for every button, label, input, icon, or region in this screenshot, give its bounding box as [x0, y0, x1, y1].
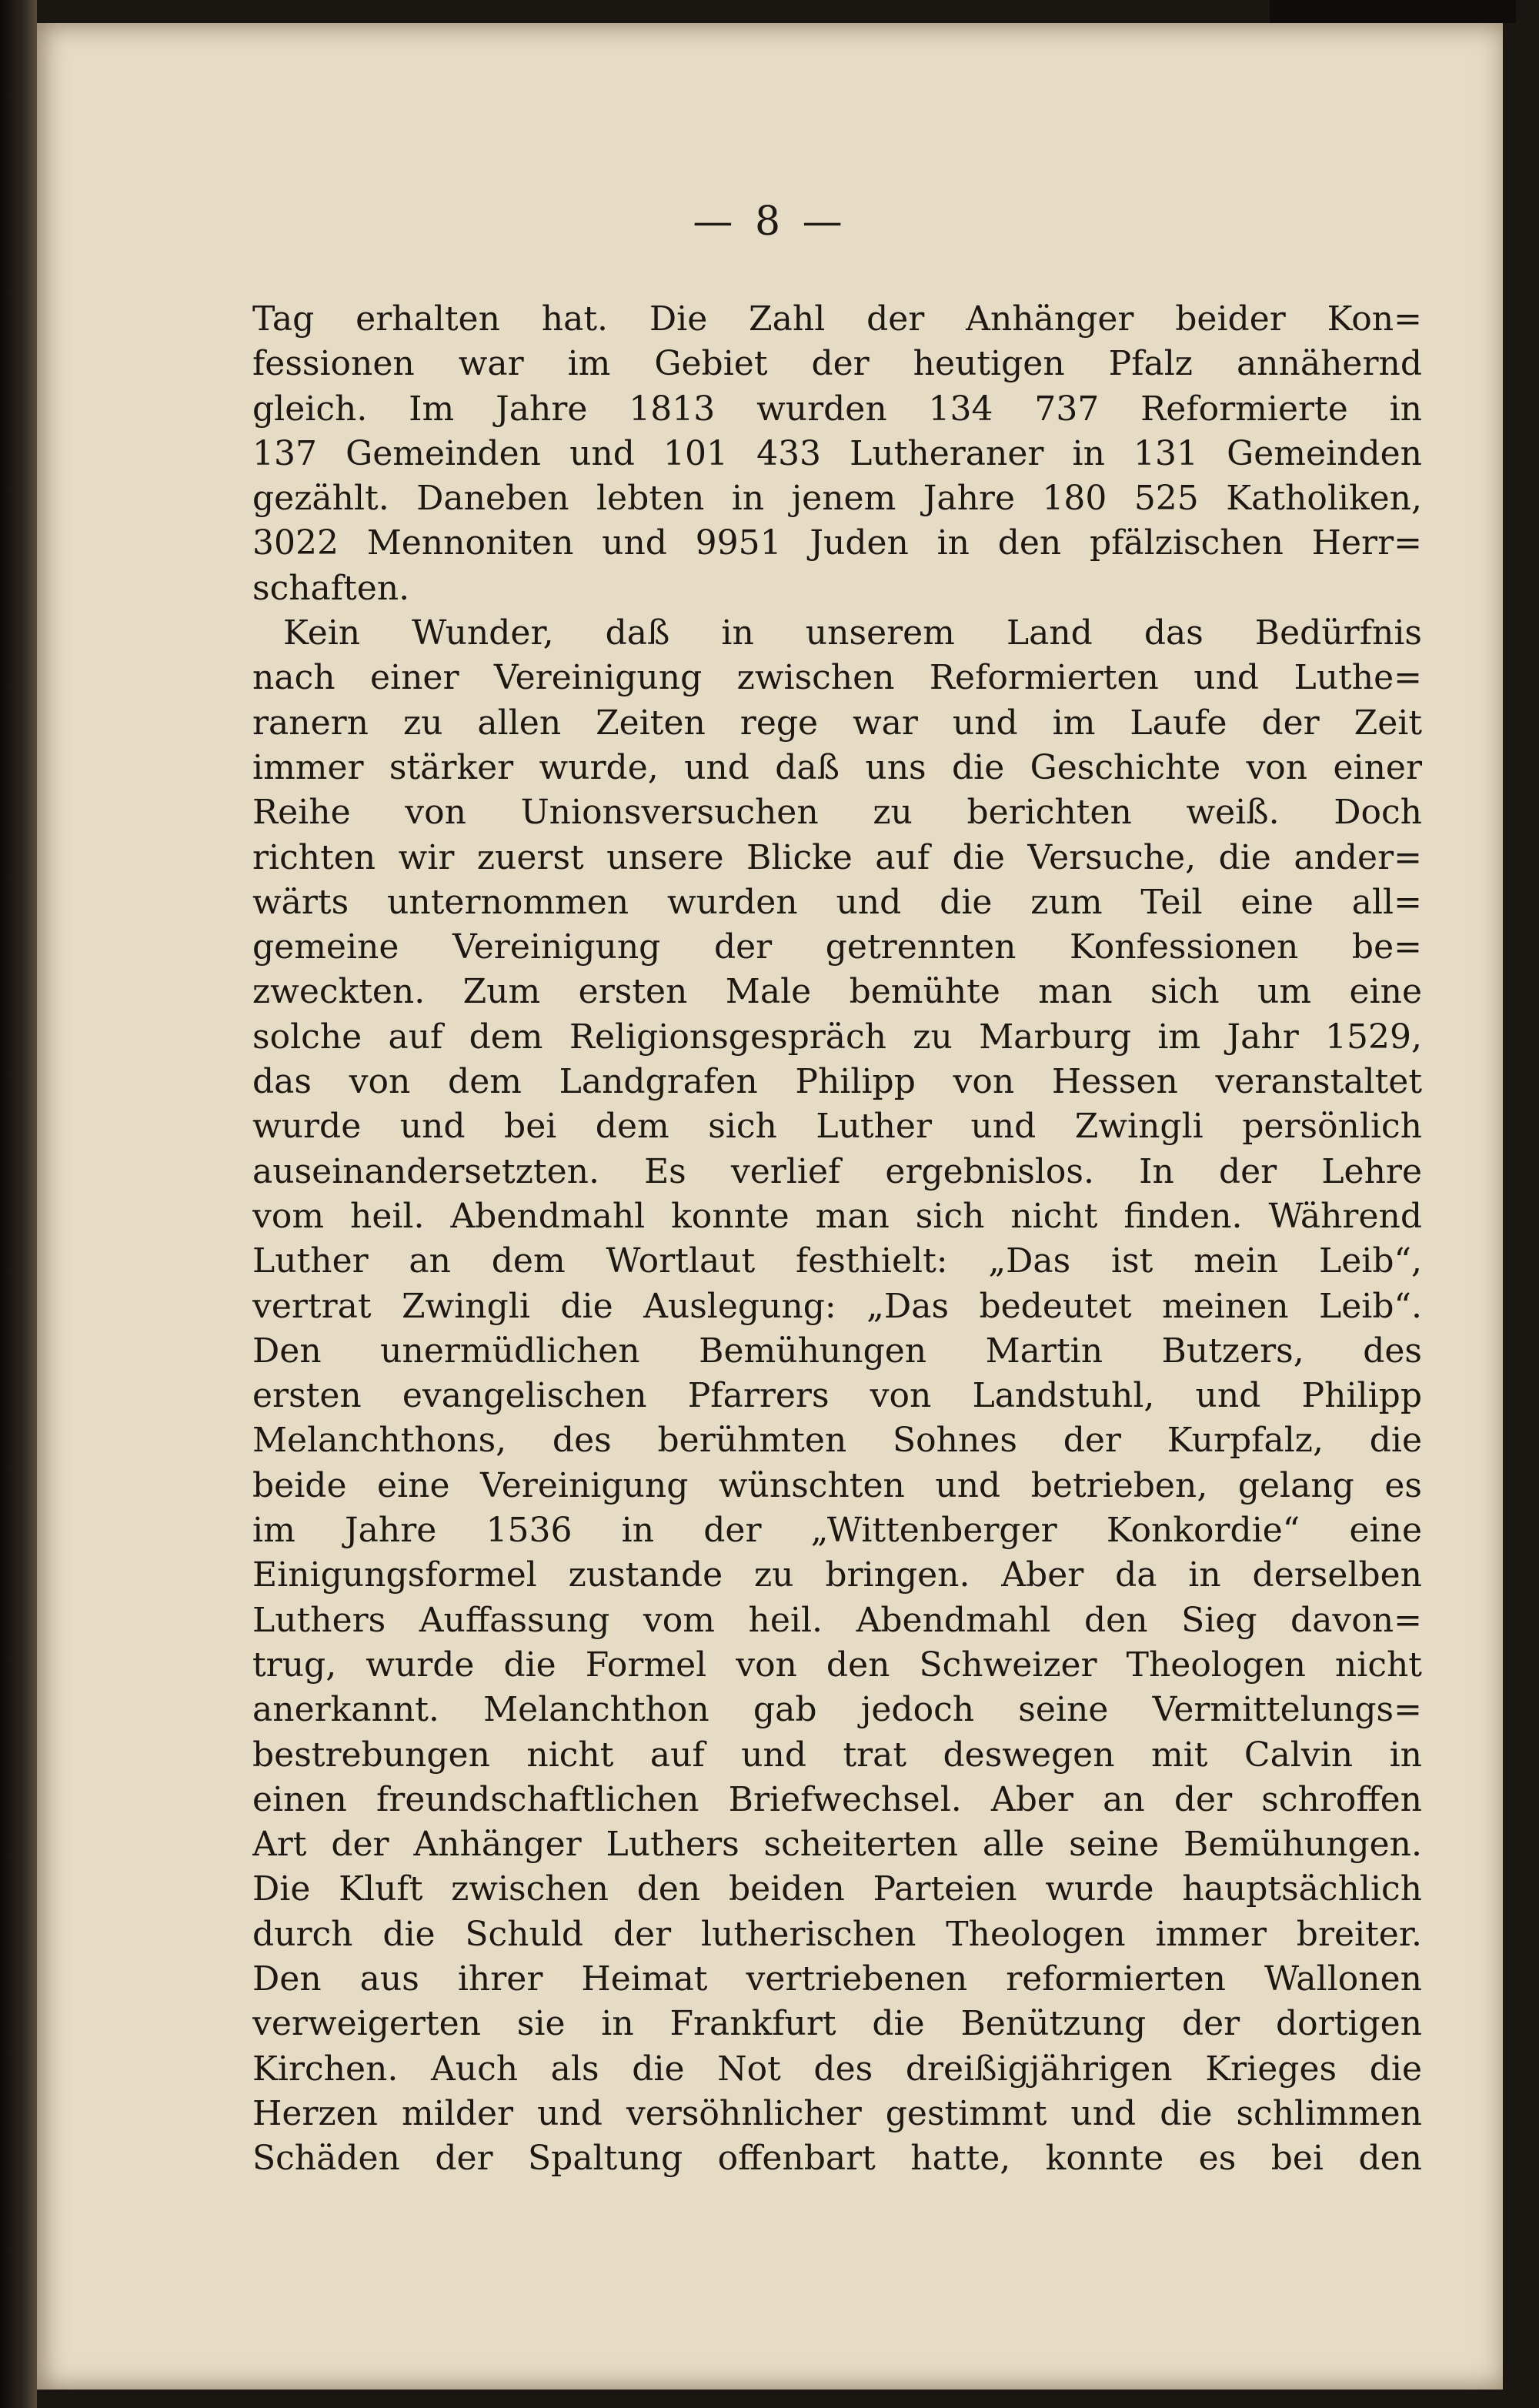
text-line: Schäden der Spaltung offenbart hatte, konnte es bei den: [252, 2139, 1422, 2179]
text-line: immer stärker wurde, und daß uns die Geschichte von einer: [252, 747, 1422, 787]
page-number: — 8 —: [693, 199, 847, 245]
text-line: wurde und bei dem sich Luther und Zwingli persönlich: [252, 1107, 1422, 1147]
text-line: auseinandersetzten. Es verlief ergebnislos. In der Lehre: [252, 1151, 1422, 1191]
text-line: solche auf dem Religionsgespräch zu Marburg im Jahr 1529,: [252, 1017, 1422, 1057]
text-line: Tag erhalten hat. Die Zahl der Anhänger beider Kon=: [252, 299, 1422, 339]
text-line: Art der Anhänger Luthers scheiterten alle seine Bemühungen.: [252, 1825, 1422, 1865]
text-line: Reihe von Unionsversuchen zu berichten weiß. Doch: [252, 793, 1422, 833]
text-line: gemeine Vereinigung der getrennten Konfessionen be=: [252, 927, 1422, 967]
text-line: Den aus ihrer Heimat vertriebenen reformierten Wallonen: [252, 1959, 1422, 1999]
text-line: ranern zu allen Zeiten rege war und im Laufe der Zeit: [252, 703, 1422, 743]
text-line: richten wir zuerst unsere Blicke auf die Versuche, die ander=: [252, 837, 1422, 877]
text-line: vertrat Zwingli die Auslegung: „Das bedeutet meinen Leib“.: [252, 1286, 1422, 1326]
text-line: Kein Wunder, daß in unserem Land das Bedürfnis: [283, 613, 1422, 653]
text-line: Kirchen. Auch als die Not des dreißigjährigen Krieges die: [252, 2049, 1422, 2089]
text-line: Die Kluft zwischen den beiden Parteien wurde hauptsächlich: [252, 1869, 1422, 1909]
book-page: [37, 23, 1503, 2390]
text-line: zweckten. Zum ersten Male bemühte man sich um eine: [252, 972, 1422, 1012]
text-line: Luther an dem Wortlaut festhielt: „Das ist mein Leib“,: [252, 1241, 1422, 1281]
text-line: Herzen milder und versöhnlicher gestimmt und die schlimmen: [252, 2093, 1422, 2133]
text-line: gezählt. Daneben lebten in jenem Jahre 180 525 Katholiken,: [252, 479, 1422, 519]
text-line: bestrebungen nicht auf und trat deswegen mit Calvin in: [252, 1735, 1422, 1775]
text-line: durch die Schuld der lutherischen Theologen immer breiter.: [252, 1914, 1422, 1954]
text-line: vom heil. Abendmahl konnte man sich nicht finden. Während: [252, 1196, 1422, 1236]
text-line: Melanchthons, des berühmten Sohnes der Kurpfalz, die: [252, 1421, 1422, 1461]
text-line: nach einer Vereinigung zwischen Reformierten und Luthe=: [252, 658, 1422, 698]
text-line: einen freundschaftlichen Briefwechsel. Aber an der schroffen: [252, 1779, 1422, 1819]
text-line: verweigerten sie in Frankfurt die Benützung der dortigen: [252, 2004, 1422, 2044]
text-line: Den unermüdlichen Bemühungen Martin Butzers, des: [252, 1331, 1422, 1371]
text-line: schaften.: [252, 568, 410, 608]
book-binding: [0, 0, 37, 2408]
text-line: anerkannt. Melanchthon gab jedoch seine Vermittelungs=: [252, 1690, 1422, 1730]
text-line: beide eine Vereinigung wünschten und betrieben, gelang es: [252, 1465, 1422, 1505]
text-line: fessionen war im Gebiet der heutigen Pfalz annähernd: [252, 344, 1422, 384]
text-line: wärts unternommen wurden und die zum Teil eine all=: [252, 882, 1422, 922]
scan-edge-shadow: [1270, 0, 1516, 23]
text-line: gleich. Im Jahre 1813 wurden 134 737 Reformierte in: [252, 389, 1422, 429]
text-line: ersten evangelischen Pfarrers von Landstuhl, und Philipp: [252, 1376, 1422, 1416]
text-line: trug, wurde die Formel von den Schweizer Theologen nicht: [252, 1645, 1422, 1685]
text-line: 3022 Mennoniten und 9951 Juden in den pfälzischen Herr=: [252, 523, 1422, 563]
text-line: Einigungsformel zustande zu bringen. Aber da in derselben: [252, 1555, 1422, 1595]
text-line: 137 Gemeinden und 101 433 Lutheraner in 131 Gemeinden: [252, 433, 1422, 473]
text-line: das von dem Landgrafen Philipp von Hessen veranstaltet: [252, 1062, 1422, 1102]
body-text: [252, 297, 1422, 2181]
text-line: im Jahre 1536 in der „Wittenberger Konkordie“ eine: [252, 1511, 1422, 1551]
text-line: Luthers Auffassung vom heil. Abendmahl den Sieg davon=: [252, 1600, 1422, 1640]
